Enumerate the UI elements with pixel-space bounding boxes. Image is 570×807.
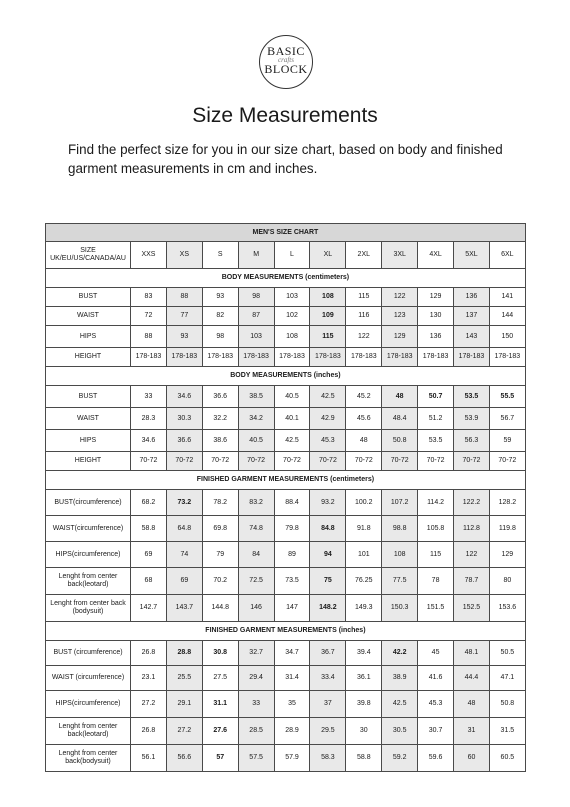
measurement-value: 122.2 <box>454 490 490 516</box>
measurement-value: 74 <box>166 542 202 568</box>
measurement-value: 59.6 <box>418 745 454 772</box>
measurement-value: 150 <box>489 326 525 348</box>
measurement-value: 122 <box>346 326 382 348</box>
measurement-value: 129 <box>382 326 418 348</box>
measurement-row <box>46 568 526 595</box>
measurement-value: 53.5 <box>418 430 454 452</box>
measurement-value: 178-183 <box>418 348 454 367</box>
measurement-value: 56.6 <box>166 745 202 772</box>
size-header-cell: XXS <box>131 242 167 269</box>
measurement-value: 151.5 <box>418 595 454 622</box>
measurement-value: 60 <box>454 745 490 772</box>
measurement-value: 83.2 <box>238 490 274 516</box>
measurement-value: 55.5 <box>489 386 525 408</box>
measurement-label: BUST <box>46 386 131 408</box>
chart-title: MEN'S SIZE CHART <box>46 224 526 242</box>
measurement-value: 102 <box>274 307 310 326</box>
measurement-value: 30.3 <box>166 408 202 430</box>
measurement-value: 94 <box>310 542 346 568</box>
measurement-row <box>46 490 526 516</box>
measurement-value: 27.2 <box>166 718 202 745</box>
measurement-value: 143.7 <box>166 595 202 622</box>
measurement-value: 103 <box>238 326 274 348</box>
measurement-value: 25.5 <box>166 666 202 691</box>
section-title: FINISHED GARMENT MEASUREMENTS (inches) <box>46 622 526 641</box>
measurement-row <box>46 595 526 622</box>
measurement-row <box>46 666 526 691</box>
measurement-value: 32.2 <box>202 408 238 430</box>
measurement-value: 128.2 <box>489 490 525 516</box>
measurement-value: 108 <box>382 542 418 568</box>
measurement-value: 78.2 <box>202 490 238 516</box>
measurement-value: 136 <box>418 326 454 348</box>
measurement-value: 70-72 <box>346 452 382 471</box>
measurement-value: 58.3 <box>310 745 346 772</box>
measurement-value: 34.6 <box>166 386 202 408</box>
measurement-value: 141 <box>489 288 525 307</box>
measurement-value: 60.5 <box>489 745 525 772</box>
measurement-value: 70-72 <box>418 452 454 471</box>
measurement-value: 29.1 <box>166 691 202 718</box>
measurement-label: WAIST (circumference) <box>46 666 131 691</box>
measurement-value: 123 <box>382 307 418 326</box>
measurement-value: 29.5 <box>310 718 346 745</box>
measurement-label: BUST <box>46 288 131 307</box>
measurement-value: 56.7 <box>489 408 525 430</box>
measurement-value: 44.4 <box>454 666 490 691</box>
measurement-label: HIPS(circumference) <box>46 542 131 568</box>
measurement-row <box>46 516 526 542</box>
measurement-value: 79.8 <box>274 516 310 542</box>
measurement-label: BUST (circumference) <box>46 641 131 666</box>
measurement-value: 107.2 <box>382 490 418 516</box>
measurement-value: 34.2 <box>238 408 274 430</box>
measurement-value: 42.2 <box>382 641 418 666</box>
measurement-value: 38.5 <box>238 386 274 408</box>
section-header-row <box>46 269 526 288</box>
measurement-value: 36.7 <box>310 641 346 666</box>
measurement-value: 178-183 <box>489 348 525 367</box>
measurement-label: HIPS <box>46 326 131 348</box>
measurement-value: 30 <box>346 718 382 745</box>
measurement-row <box>46 430 526 452</box>
measurement-value: 91.8 <box>346 516 382 542</box>
measurement-value: 45.6 <box>346 408 382 430</box>
size-header-cell: 5XL <box>454 242 490 269</box>
measurement-value: 70-72 <box>382 452 418 471</box>
measurement-value: 83 <box>131 288 167 307</box>
measurement-value: 68.2 <box>131 490 167 516</box>
measurement-value: 77.5 <box>382 568 418 595</box>
measurement-value: 47.1 <box>489 666 525 691</box>
measurement-value: 45.3 <box>418 691 454 718</box>
brand-logo <box>259 35 313 89</box>
measurement-value: 42.5 <box>274 430 310 452</box>
section-header-row <box>46 367 526 386</box>
measurement-value: 68 <box>131 568 167 595</box>
measurement-value: 35 <box>274 691 310 718</box>
measurement-value: 33 <box>131 386 167 408</box>
measurement-row <box>46 326 526 348</box>
measurement-value: 58.8 <box>346 745 382 772</box>
measurement-value: 152.5 <box>454 595 490 622</box>
size-header-cell: M <box>238 242 274 269</box>
measurement-value: 58.8 <box>131 516 167 542</box>
measurement-value: 101 <box>346 542 382 568</box>
measurement-value: 31.4 <box>274 666 310 691</box>
measurement-value: 57.5 <box>238 745 274 772</box>
measurement-label: Lenght from center back(leotard) <box>46 568 131 595</box>
size-header-row <box>46 242 526 269</box>
measurement-value: 93.2 <box>310 490 346 516</box>
measurement-label: WAIST(circumference) <box>46 516 131 542</box>
measurement-value: 70-72 <box>310 452 346 471</box>
measurement-row <box>46 452 526 471</box>
measurement-value: 103 <box>274 288 310 307</box>
measurement-value: 147 <box>274 595 310 622</box>
measurement-value: 36.1 <box>346 666 382 691</box>
measurement-value: 30.8 <box>202 641 238 666</box>
measurement-value: 76.25 <box>346 568 382 595</box>
page-title: Size Measurements <box>192 104 378 127</box>
measurement-value: 178-183 <box>166 348 202 367</box>
measurement-value: 26.8 <box>131 718 167 745</box>
measurement-value: 28.3 <box>131 408 167 430</box>
measurement-value: 31.5 <box>489 718 525 745</box>
measurement-value: 48.1 <box>454 641 490 666</box>
measurement-row <box>46 307 526 326</box>
measurement-value: 130 <box>418 307 454 326</box>
measurement-value: 39.4 <box>346 641 382 666</box>
measurement-value: 178-183 <box>382 348 418 367</box>
measurement-row <box>46 745 526 772</box>
measurement-value: 178-183 <box>454 348 490 367</box>
size-header-cell: S <box>202 242 238 269</box>
measurement-value: 136 <box>454 288 490 307</box>
section-title: BODY MEASUREMENTS (centimeters) <box>46 269 526 288</box>
measurement-value: 70-72 <box>166 452 202 471</box>
measurement-value: 178-183 <box>346 348 382 367</box>
measurement-value: 108 <box>274 326 310 348</box>
measurement-value: 122 <box>454 542 490 568</box>
measurement-value: 48 <box>454 691 490 718</box>
measurement-value: 32.7 <box>238 641 274 666</box>
measurement-value: 178-183 <box>310 348 346 367</box>
measurement-value: 56.1 <box>131 745 167 772</box>
measurement-value: 64.8 <box>166 516 202 542</box>
measurement-row <box>46 288 526 307</box>
measurement-value: 116 <box>346 307 382 326</box>
measurement-value: 30.7 <box>418 718 454 745</box>
measurement-value: 87 <box>238 307 274 326</box>
measurement-value: 56.3 <box>454 430 490 452</box>
measurement-value: 48 <box>382 386 418 408</box>
measurement-value: 38.9 <box>382 666 418 691</box>
measurement-row <box>46 691 526 718</box>
measurement-value: 109 <box>310 307 346 326</box>
size-chart-table <box>45 223 526 772</box>
measurement-value: 153.6 <box>489 595 525 622</box>
logo-line-block: BLOCK <box>264 62 308 76</box>
measurement-value: 31 <box>454 718 490 745</box>
measurement-value: 84 <box>238 542 274 568</box>
measurement-value: 51.2 <box>418 408 454 430</box>
measurement-value: 88 <box>131 326 167 348</box>
measurement-value: 144 <box>489 307 525 326</box>
measurement-value: 77 <box>166 307 202 326</box>
measurement-value: 178-183 <box>202 348 238 367</box>
measurement-value: 42.9 <box>310 408 346 430</box>
measurement-label: HIPS <box>46 430 131 452</box>
measurement-value: 112.8 <box>454 516 490 542</box>
section-header-row <box>46 471 526 490</box>
measurement-value: 50.7 <box>418 386 454 408</box>
measurement-value: 129 <box>489 542 525 568</box>
measurement-label: WAIST <box>46 408 131 430</box>
size-header-cell: 3XL <box>382 242 418 269</box>
measurement-value: 41.6 <box>418 666 454 691</box>
size-header-cell: 2XL <box>346 242 382 269</box>
measurement-value: 122 <box>382 288 418 307</box>
measurement-value: 42.5 <box>310 386 346 408</box>
measurement-value: 33.4 <box>310 666 346 691</box>
measurement-value: 45.2 <box>346 386 382 408</box>
measurement-value: 45 <box>418 641 454 666</box>
measurement-value: 27.6 <box>202 718 238 745</box>
measurement-value: 88 <box>166 288 202 307</box>
measurement-value: 38.6 <box>202 430 238 452</box>
measurement-value: 30.5 <box>382 718 418 745</box>
measurement-value: 78 <box>418 568 454 595</box>
measurement-value: 73.5 <box>274 568 310 595</box>
measurement-value: 23.1 <box>131 666 167 691</box>
measurement-value: 40.5 <box>238 430 274 452</box>
measurement-value: 148.2 <box>310 595 346 622</box>
measurement-label: HEIGHT <box>46 452 131 471</box>
measurement-label: Lenght from center back (bodysuit) <box>46 595 131 622</box>
measurement-value: 28.9 <box>274 718 310 745</box>
measurement-value: 70-72 <box>454 452 490 471</box>
logo-line-crafts: crafts <box>278 56 294 64</box>
measurement-value: 70-72 <box>202 452 238 471</box>
measurement-value: 34.7 <box>274 641 310 666</box>
measurement-value: 105.8 <box>418 516 454 542</box>
measurement-value: 80 <box>489 568 525 595</box>
measurement-value: 39.8 <box>346 691 382 718</box>
measurement-value: 74.8 <box>238 516 274 542</box>
measurement-label: HIPS(circumference) <box>46 691 131 718</box>
measurement-value: 26.8 <box>131 641 167 666</box>
size-header-cell: 4XL <box>418 242 454 269</box>
measurement-value: 40.1 <box>274 408 310 430</box>
measurement-value: 70-72 <box>238 452 274 471</box>
measurement-value: 146 <box>238 595 274 622</box>
measurement-value: 69 <box>131 542 167 568</box>
measurement-value: 82 <box>202 307 238 326</box>
measurement-value: 100.2 <box>346 490 382 516</box>
measurement-value: 31.1 <box>202 691 238 718</box>
measurement-value: 89 <box>274 542 310 568</box>
measurement-value: 50.8 <box>382 430 418 452</box>
measurement-value: 114.2 <box>418 490 454 516</box>
measurement-value: 34.6 <box>131 430 167 452</box>
measurement-value: 42.5 <box>382 691 418 718</box>
size-header-cell: 6XL <box>489 242 525 269</box>
chart-title-row <box>46 224 526 242</box>
measurement-value: 108 <box>310 288 346 307</box>
measurement-row <box>46 408 526 430</box>
measurement-label: Lenght from center back(leotard) <box>46 718 131 745</box>
measurement-label: BUST(circumference) <box>46 490 131 516</box>
size-header-cell: L <box>274 242 310 269</box>
measurement-value: 73.2 <box>166 490 202 516</box>
measurement-value: 33 <box>238 691 274 718</box>
section-title: BODY MEASUREMENTS (inches) <box>46 367 526 386</box>
measurement-value: 40.5 <box>274 386 310 408</box>
section-title: FINISHED GARMENT MEASUREMENTS (centimeters) <box>46 471 526 490</box>
logo-line-basic: BASIC <box>267 44 305 58</box>
section-header-row <box>46 622 526 641</box>
measurement-value: 50.5 <box>489 641 525 666</box>
measurement-value: 28.5 <box>238 718 274 745</box>
measurement-row <box>46 542 526 568</box>
measurement-value: 129 <box>418 288 454 307</box>
measurement-value: 93 <box>166 326 202 348</box>
measurement-value: 70.2 <box>202 568 238 595</box>
measurement-value: 70-72 <box>489 452 525 471</box>
measurement-value: 69.8 <box>202 516 238 542</box>
measurement-value: 69 <box>166 568 202 595</box>
measurement-value: 75 <box>310 568 346 595</box>
measurement-value: 53.9 <box>454 408 490 430</box>
measurement-label: HEIGHT <box>46 348 131 367</box>
measurement-value: 53.5 <box>454 386 490 408</box>
measurement-value: 98.8 <box>382 516 418 542</box>
measurement-value: 115 <box>346 288 382 307</box>
measurement-value: 36.6 <box>202 386 238 408</box>
intro-text: Find the perfect size for you in our size chart, based on body and finished garment measurements in cm and inches. <box>68 142 503 176</box>
measurement-value: 79 <box>202 542 238 568</box>
measurement-value: 45.3 <box>310 430 346 452</box>
measurement-value: 84.8 <box>310 516 346 542</box>
measurement-value: 27.2 <box>131 691 167 718</box>
measurement-value: 178-183 <box>238 348 274 367</box>
measurement-value: 72 <box>131 307 167 326</box>
measurement-value: 150.3 <box>382 595 418 622</box>
measurement-value: 119.8 <box>489 516 525 542</box>
measurement-value: 98 <box>202 326 238 348</box>
measurement-value: 178-183 <box>131 348 167 367</box>
measurement-row <box>46 641 526 666</box>
measurement-value: 27.5 <box>202 666 238 691</box>
size-header-cell: XL <box>310 242 346 269</box>
measurement-value: 149.3 <box>346 595 382 622</box>
size-header-cell: XS <box>166 242 202 269</box>
measurement-value: 57 <box>202 745 238 772</box>
measurement-value: 137 <box>454 307 490 326</box>
measurement-value: 88.4 <box>274 490 310 516</box>
measurement-row <box>46 718 526 745</box>
measurement-value: 98 <box>238 288 274 307</box>
measurement-value: 57.9 <box>274 745 310 772</box>
measurement-value: 70-72 <box>274 452 310 471</box>
measurement-value: 72.5 <box>238 568 274 595</box>
measurement-value: 115 <box>418 542 454 568</box>
measurement-value: 37 <box>310 691 346 718</box>
measurement-value: 143 <box>454 326 490 348</box>
measurement-value: 178-183 <box>274 348 310 367</box>
measurement-value: 93 <box>202 288 238 307</box>
measurement-value: 142.7 <box>131 595 167 622</box>
measurement-row <box>46 386 526 408</box>
measurement-value: 70-72 <box>131 452 167 471</box>
measurement-value: 115 <box>310 326 346 348</box>
measurement-value: 28.8 <box>166 641 202 666</box>
measurement-value: 50.8 <box>489 691 525 718</box>
measurement-value: 144.8 <box>202 595 238 622</box>
measurement-value: 48 <box>346 430 382 452</box>
measurement-value: 48.4 <box>382 408 418 430</box>
measurement-label: Lenght from center back(bodysuit) <box>46 745 131 772</box>
measurement-label: WAIST <box>46 307 131 326</box>
measurement-value: 59 <box>489 430 525 452</box>
measurement-value: 59.2 <box>382 745 418 772</box>
size-header-label: SIZE UK/EU/US/CANADA/AU <box>46 242 131 269</box>
measurement-value: 29.4 <box>238 666 274 691</box>
measurement-row <box>46 348 526 367</box>
measurement-value: 36.6 <box>166 430 202 452</box>
measurement-value: 78.7 <box>454 568 490 595</box>
